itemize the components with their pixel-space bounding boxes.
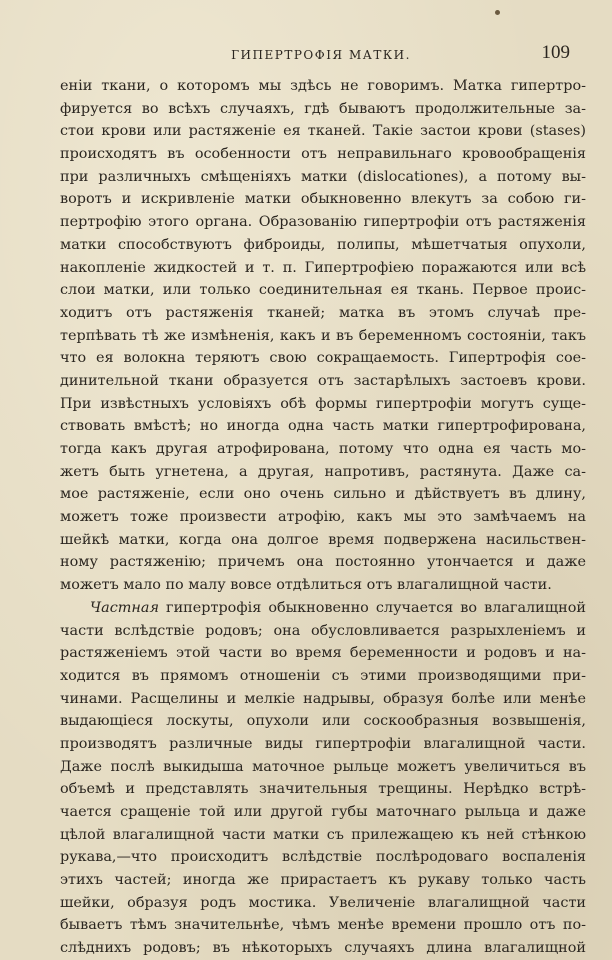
text-line: ходится въ прямомъ отношенiи съ этими производящими при- — [60, 667, 586, 684]
text-line: воротъ и искривленiе матки обыкновенно влекутъ за собою ги- — [60, 191, 586, 208]
text-line: происходятъ въ особенности отъ неправильнаго кровообращенiя — [60, 146, 586, 163]
text-line: терпѣвать тѣ же измѣненiя, какъ и въ беременномъ состоянiи, такъ — [60, 327, 586, 344]
paragraph-lead-word: Частная — [90, 599, 159, 616]
text-line: производятъ различные виды гипертрофiи влагалищной части. — [60, 735, 586, 752]
running-title: ГИПЕРТРОФIЯ МАТКИ. — [231, 48, 411, 62]
text-line: матки способствуютъ фиброиды, полипы, мѣшетчатыя опухоли, — [60, 236, 586, 253]
text-line: бываетъ тѣмъ значительнѣе, чѣмъ менѣе времени прошло отъ по- — [60, 917, 586, 934]
text-line: ходитъ отъ растяженiя тканей; матка въ этомъ случаѣ пре- — [60, 304, 586, 321]
text-line: выдающiеся лоскуты, опухоли или соскообразныя возвышенiя, — [60, 713, 586, 730]
text-line: енiи ткани, о которомъ мы здѣсь не говоримъ. Матка гипертро- — [60, 78, 586, 94]
text-line: чинами. Расщелины и мелкiе надрывы, образуя болѣе или менѣе — [60, 690, 586, 707]
text-line: шейкѣ матки, когда она долгое время подвержена насильствен- — [60, 531, 586, 548]
text-line: слои матки, или только соединительная ея ткань. Первое проис- — [60, 282, 586, 299]
text-line: рукава,—что происходитъ вслѣдствiе послѣродоваго воспаленiя — [60, 849, 586, 866]
text-line: что ея волокна теряютъ свою сокращаемость. Гипертрофiя сое- — [60, 350, 586, 367]
text-line: объемѣ и представлять значительныя трещины. Нерѣдко встрѣ- — [60, 781, 586, 798]
text-line: мое растяженiе, если оно очень сильно и дѣйствуетъ въ длину, — [60, 486, 586, 503]
text-line: динительной ткани образуется отъ застарѣлыхъ застоевъ крови. — [60, 372, 586, 389]
paragraph-2 — [60, 597, 586, 960]
text-line: ному растяженiю; причемъ она постоянно утончается и даже — [60, 554, 586, 571]
text-line: шейки, образуя родъ мостика. Увеличенiе влагалищной части — [60, 894, 586, 911]
text-line: стои крови или растяженiе ея тканей. Такiе застои крови (stases) — [60, 123, 586, 140]
page-number: 109 — [541, 42, 570, 63]
text-line: растяженiемъ этой части во время беременности и родовъ и на- — [60, 645, 586, 662]
text-line: тогда какъ другая атрофирована, потому что одна ея часть мо- — [60, 441, 586, 457]
text-line: Даже послѣ выкидыша маточное рыльце можетъ увеличиться въ — [60, 758, 586, 775]
text-line: цѣлой влагалищной части матки съ прилежащею къ ней стѣнкою — [60, 826, 586, 843]
text-line: слѣднихъ родовъ; въ нѣкоторыхъ случаяхъ длина влагалищной — [60, 940, 586, 957]
text-line: пертрофiю этого органа. Образованiю гипертрофiи отъ растяженiя — [60, 214, 586, 231]
paragraph-1 — [60, 75, 586, 597]
text-line: ствовать вмѣстѣ; но иногда одна часть матки гипертрофирована, — [60, 418, 586, 435]
text-line: при различныхъ смѣщенiяхъ матки (dislocationes), а потому вы- — [60, 168, 586, 185]
text-line: можетъ мало по малу вовсе отдѣлиться отъ влагалищной части. — [60, 577, 552, 594]
text-line: накопленiе жидкостей и т. п. Гипертрофiею поражаются или всѣ — [60, 259, 586, 276]
text-line: части вслѣдствiе родовъ; она обусловливается разрыхленiемъ и — [60, 622, 586, 639]
body-text — [60, 75, 586, 960]
text-line: можетъ тоже произвести атрофiю, какъ мы это замѣчаемъ на — [60, 509, 586, 526]
text-line-rest: гипертрофiя обыкновенно случается во влагалищной — [166, 599, 586, 616]
text-line — [60, 597, 586, 620]
ink-speck — [495, 10, 500, 15]
text-line: этихъ частей; иногда же прирастаетъ къ рукаву только часть — [60, 872, 586, 889]
text-line: фируется во всѣхъ случаяхъ, гдѣ бываютъ продолжительные за- — [60, 100, 586, 117]
text-line: При извѣстныхъ условiяхъ обѣ формы гипертрофiи могутъ суще- — [60, 395, 586, 412]
text-line: жетъ быть угнетена, а другая, напротивъ, растянута. Даже са- — [60, 463, 586, 480]
running-head — [60, 42, 582, 66]
text-line: чается сращенiе той или другой губы маточнаго рыльца и даже — [60, 804, 586, 820]
